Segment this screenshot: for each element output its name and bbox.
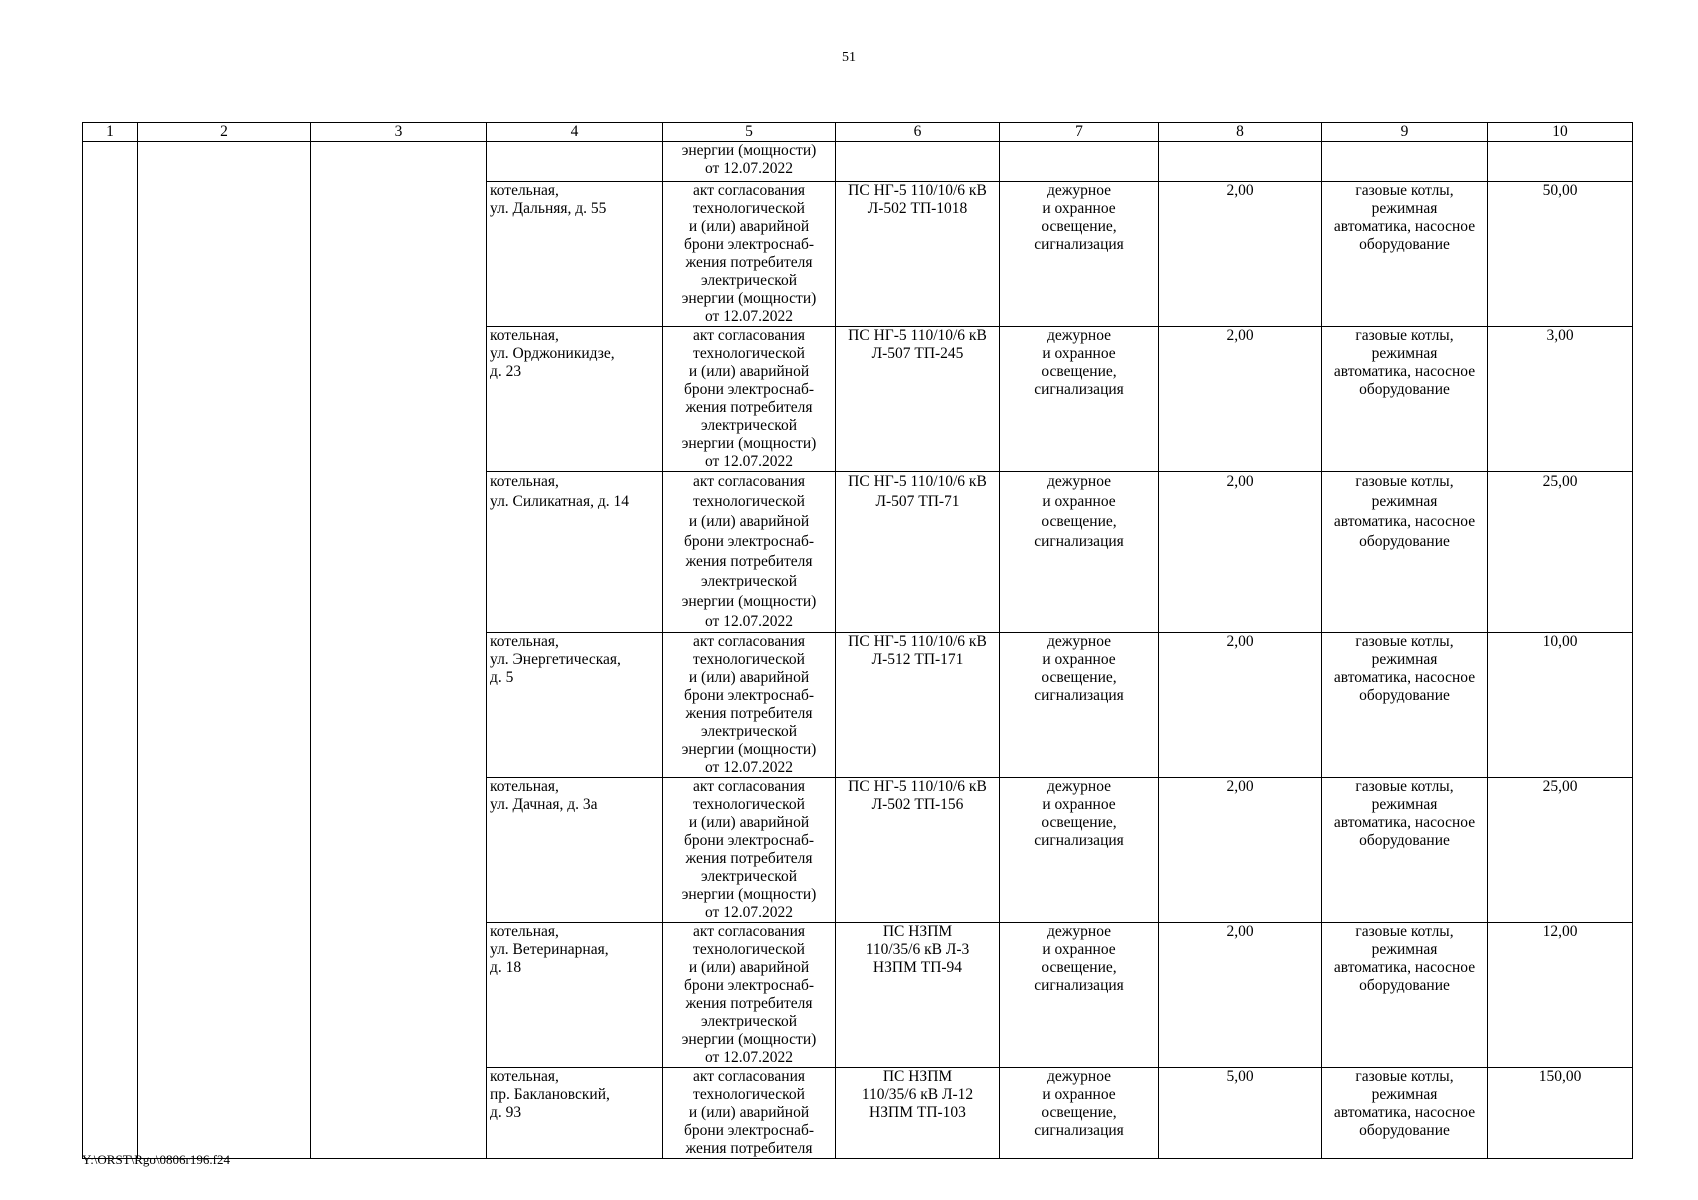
equipment-cell: дежурное и охранное освещение, сигнализация: [1000, 327, 1159, 472]
equipment2-cell: газовые котлы, режимная автоматика, насосное оборудование: [1322, 778, 1488, 923]
source-cell: ПС НГ-5 110/10/6 кВ Л-512 ТП-171: [836, 633, 1000, 778]
object-cell: [487, 142, 663, 182]
power2-cell: 12,00: [1488, 923, 1633, 1068]
object-cell: котельная, ул. Орджоникидзе, д. 23: [487, 327, 663, 472]
power2-cell: 150,00: [1488, 1068, 1633, 1159]
power-cell: 2,00: [1159, 633, 1322, 778]
column-header: 1: [83, 123, 138, 142]
source-cell: ПС НГ-5 110/10/6 кВ Л-507 ТП-245: [836, 327, 1000, 472]
equipment-cell: дежурное и охранное освещение, сигнализация: [1000, 633, 1159, 778]
power-cell: 2,00: [1159, 182, 1322, 327]
document-cell: акт согласования технологической и (или) аварийной брони электроснаб- жения потребителя электрической энергии (мощности) от 12.07.2022: [663, 778, 836, 923]
power2-cell: 25,00: [1488, 472, 1633, 633]
equipment2-cell: газовые котлы, режимная автоматика, насосное оборудование: [1322, 1068, 1488, 1159]
document-cell: энергии (мощности) от 12.07.2022: [663, 142, 836, 182]
equipment-cell: [1000, 142, 1159, 182]
power-cell: 2,00: [1159, 327, 1322, 472]
document-cell: акт согласования технологической и (или) аварийной брони электроснаб- жения потребителя электрической энергии (мощности) от 12.07.2022: [663, 472, 836, 633]
power-cell: [1159, 142, 1322, 182]
column-header: 8: [1159, 123, 1322, 142]
equipment2-cell: газовые котлы, режимная автоматика, насосное оборудование: [1322, 472, 1488, 633]
document-cell: акт согласования технологической и (или) аварийной брони электроснаб- жения потребителя: [663, 1068, 836, 1159]
column-header: 4: [487, 123, 663, 142]
object-cell: котельная, ул. Дачная, д. 3а: [487, 778, 663, 923]
merged-cell-col2: [138, 142, 311, 1159]
equipment2-cell: газовые котлы, режимная автоматика, насосное оборудование: [1322, 923, 1488, 1068]
column-header: 5: [663, 123, 836, 142]
equipment-cell: дежурное и охранное освещение, сигнализация: [1000, 472, 1159, 633]
column-numbers-row: [83, 123, 1633, 142]
document-cell: акт согласования технологической и (или) аварийной брони электроснаб- жения потребителя электрической энергии (мощности) от 12.07.2022: [663, 327, 836, 472]
equipment-cell: дежурное и охранное освещение, сигнализация: [1000, 1068, 1159, 1159]
data-table: [82, 122, 1633, 1159]
source-cell: [836, 142, 1000, 182]
object-cell: котельная, ул. Энергетическая, д. 5: [487, 633, 663, 778]
column-header: 3: [311, 123, 487, 142]
document-cell: акт согласования технологической и (или) аварийной брони электроснаб- жения потребителя электрической энергии (мощности) от 12.07.2022: [663, 633, 836, 778]
equipment2-cell: газовые котлы, режимная автоматика, насосное оборудование: [1322, 633, 1488, 778]
source-cell: ПС НЗПМ 110/35/6 кВ Л-3 НЗПМ ТП-94: [836, 923, 1000, 1068]
power-cell: 5,00: [1159, 1068, 1322, 1159]
power2-cell: 50,00: [1488, 182, 1633, 327]
equipment2-cell: газовые котлы, режимная автоматика, насосное оборудование: [1322, 327, 1488, 472]
equipment-cell: дежурное и охранное освещение, сигнализация: [1000, 182, 1159, 327]
column-header: 9: [1322, 123, 1488, 142]
equipment-cell: дежурное и охранное освещение, сигнализация: [1000, 923, 1159, 1068]
power2-cell: [1488, 142, 1633, 182]
equipment2-cell: газовые котлы, режимная автоматика, насосное оборудование: [1322, 182, 1488, 327]
page-number: 51: [842, 50, 856, 65]
table-row-continuation: [83, 142, 1633, 182]
equipment-cell: дежурное и охранное освещение, сигнализация: [1000, 778, 1159, 923]
document-cell: акт согласования технологической и (или) аварийной брони электроснаб- жения потребителя электрической энергии (мощности) от 12.07.2022: [663, 923, 836, 1068]
merged-cell-col3: [311, 142, 487, 1159]
source-cell: ПС НГ-5 110/10/6 кВ Л-502 ТП-1018: [836, 182, 1000, 327]
power2-cell: 3,00: [1488, 327, 1633, 472]
source-cell: ПС НГ-5 110/10/6 кВ Л-507 ТП-71: [836, 472, 1000, 633]
document-cell: акт согласования технологической и (или) аварийной брони электроснаб- жения потребителя электрической энергии (мощности) от 12.07.2022: [663, 182, 836, 327]
column-header: 10: [1488, 123, 1633, 142]
column-header: 6: [836, 123, 1000, 142]
power-cell: 2,00: [1159, 923, 1322, 1068]
merged-cell-col1: [83, 142, 138, 1159]
power-cell: 2,00: [1159, 472, 1322, 633]
power2-cell: 10,00: [1488, 633, 1633, 778]
source-cell: ПС НЗПМ 110/35/6 кВ Л-12 НЗПМ ТП-103: [836, 1068, 1000, 1159]
object-cell: котельная, ул. Ветеринарная, д. 18: [487, 923, 663, 1068]
column-header: 2: [138, 123, 311, 142]
source-cell: ПС НГ-5 110/10/6 кВ Л-502 ТП-156: [836, 778, 1000, 923]
power2-cell: 25,00: [1488, 778, 1633, 923]
equipment2-cell: [1322, 142, 1488, 182]
object-cell: котельная, ул. Дальняя, д. 55: [487, 182, 663, 327]
object-cell: котельная, пр. Баклановский, д. 93: [487, 1068, 663, 1159]
footer-file-path: Y:\ORST\Rgo\0806r196.f24: [82, 1152, 230, 1167]
object-cell: котельная, ул. Силикатная, д. 14: [487, 472, 663, 633]
column-header: 7: [1000, 123, 1159, 142]
power-cell: 2,00: [1159, 778, 1322, 923]
